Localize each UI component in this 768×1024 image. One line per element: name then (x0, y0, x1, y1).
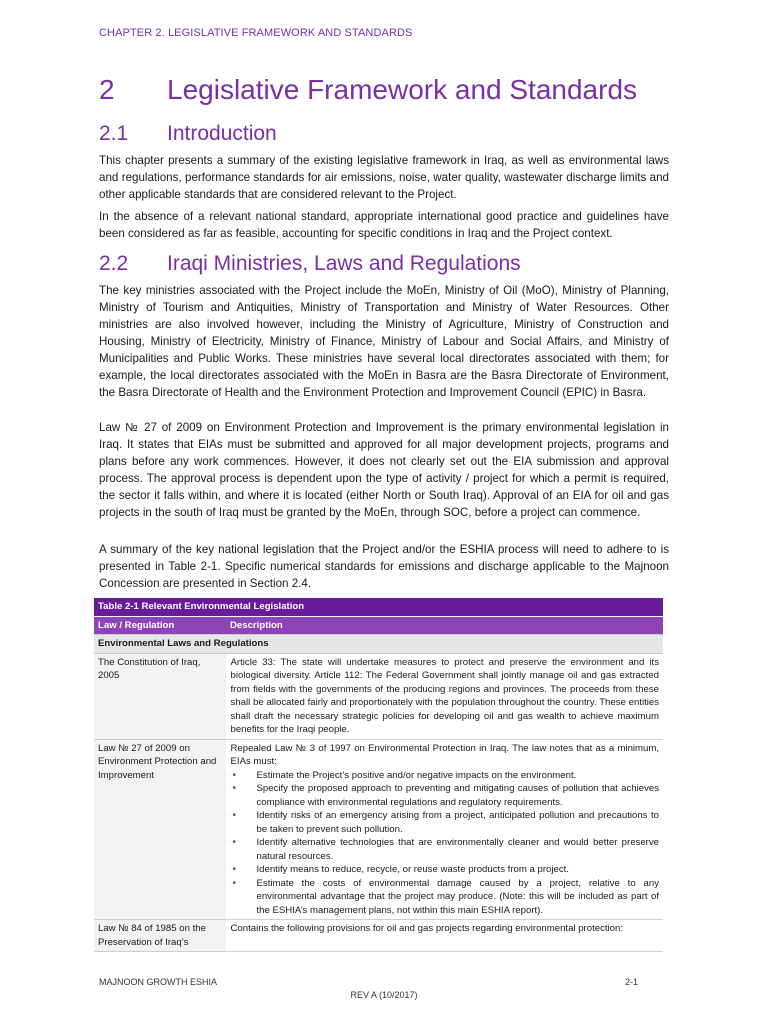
chapter-heading (99, 72, 669, 108)
description-cell: Contains the following provisions for oil and gas projects regarding environmental protection: (226, 920, 663, 952)
section-number: 2.2 (99, 252, 129, 275)
section-title: Iraqi Ministries, Laws and Regulations (167, 252, 521, 275)
list-item (231, 877, 660, 918)
description-text: Repealed Law № 3 of 1997 on Environmental Protection in Iraq. The law notes that as a minimum, EIAs must: (230, 742, 660, 767)
table-row (94, 653, 663, 739)
list-item (231, 782, 660, 809)
bullet-icon: • (232, 877, 237, 889)
list-item (231, 863, 660, 877)
bullet-icon: • (232, 837, 237, 848)
bullet-icon: • (232, 783, 237, 794)
chapter-title: Legislative Framework and Standards (167, 74, 638, 105)
footer-revision: REV A (10/2017) (350, 990, 418, 1000)
table-caption-row (94, 598, 663, 616)
list-item-text: Specify the proposed approach to preventing and mitigating causes of pollution that achieves compliance with environmental regulations and regulatory requirements. (256, 783, 660, 808)
table-header-row (94, 616, 663, 635)
description-cell (226, 739, 663, 920)
legislation-table (94, 598, 663, 952)
paragraph-summary: A summary of the key national legislation that the Project and/or the ESHIA process will need to adhere to is presented in Table 2-1. Specific numerical standards for emissions and discharge applicable to the Majnoon Concession are presented in Section 2.4. (99, 543, 669, 590)
paragraph-intro-1: This chapter presents a summary of the existing legislative framework in Iraq, as well as environmental laws and regulations, performance standards for air emissions, noise, water quality, wastewater discharge limits and other applicable standards that are considered relevant to the Project. (99, 154, 669, 201)
table-section-label: Environmental Laws and Regulations (94, 635, 663, 654)
footer-page-number: 2-1 (625, 977, 639, 987)
bullet-icon: • (232, 769, 237, 781)
bullet-list (231, 769, 660, 918)
section-title: Introduction (167, 122, 277, 145)
list-item-text: Estimate the costs of environmental damage caused by a project, relative to any environmental advantage that the project may produce. (Note: this will be included as part of the ESHIA’s management plans, not within this main ESHIA report). (256, 877, 660, 916)
list-item (231, 809, 660, 836)
bullet-icon: • (232, 810, 237, 821)
list-item-text: Identify means to reduce, recycle, or reuse waste products from a project. (256, 864, 569, 875)
column-header-description: Description (226, 616, 663, 635)
running-header: CHAPTER 2. LEGISLATIVE FRAMEWORK AND STANDARDS (99, 27, 413, 39)
description-cell: Article 33: The state will undertake measures to protect and preserve the environment and its biological diversity. Article 112: The Federal Government shall jointly manage oil and gas extracted from fields with the governments of the producing regions and provinces. The proceeds from these shall be allocated fairly and proportionately with the population throughout the country. These entities shall draft the necessary strategic policies for developing oil and gas wealth to achieve maximum benefits for the Iraqi people. (226, 653, 663, 739)
list-item-text: Estimate the Project’s positive and/or negative impacts on the environment. (256, 769, 577, 781)
paragraph-intro-2: In the absence of a relevant national standard, appropriate international good practice and guidelines have been considered as far as feasible, accounting for specific conditions in Iraq and the Project context. (99, 210, 669, 240)
section-number: 2.1 (99, 122, 129, 145)
table-row (94, 739, 663, 920)
section-heading-2-2 (99, 250, 669, 278)
law-cell: Law № 27 of 2009 on Environment Protection and Improvement (94, 739, 226, 920)
table-section-row (94, 635, 663, 654)
bullet-icon: • (232, 864, 237, 875)
paragraph-ministries: The key ministries associated with the Project include the MoEn, Ministry of Oil (MoO), Ministry of Planning, Ministry of Tourism and Antiquities, Ministry of Transportation and Ministry of Water Resources. Other ministries are also involved however, including the Ministry of Agriculture, Ministry of Construction and Housing, Ministry of Electricity, Ministry of Finance, Ministry of Labour and Social Affairs, and Ministry of Municipalities and Public Works. These ministries have several local directorates associated with them; for example, the local directorates associated with the MoEn in Basra are the Basra Directorate of Environment, the Basra Directorate of Health and the Environment Protection and Improvement Council (EPIC) in Basra. (99, 284, 669, 399)
paragraph-law-27: Law № 27 of 2009 on Environment Protection and Improvement is the primary environmental legislation in Iraq. It states that EIAs must be submitted and approved for all major development projects, programs and plans before any work commences. However, it does not clearly set out the EIA submission and approval process. The approval process is dependent upon the type of activity / project for which a permit is required, the sector it falls within, and where it is located (either North or South Iraq). Approval of an EIA for oil and gas projects in the south of Iraq must be granted by the MoEn, through SOC, before a project can commence. (99, 421, 669, 519)
law-cell: The Constitution of Iraq, 2005 (94, 653, 226, 739)
footer-document-title: MAJNOON GROWTH ESHIA (99, 977, 218, 987)
column-header-law: Law / Regulation (94, 616, 226, 635)
section-heading-2-1 (99, 120, 669, 148)
table-caption: Table 2-1 Relevant Environmental Legislation (94, 598, 663, 616)
table-row (94, 920, 663, 952)
list-item-text: Identify alternative technologies that are environmentally cleaner and would better preserve natural resources. (256, 837, 660, 862)
list-item (231, 769, 660, 783)
list-item-text: Identify risks of an emergency arising from a project, anticipated pollution and precautions to be taken to prevent such pollution. (256, 810, 660, 835)
list-item (231, 836, 660, 863)
law-cell: Law № 84 of 1985 on the Preservation of Iraq’s (94, 920, 226, 952)
chapter-number: 2 (99, 74, 115, 105)
